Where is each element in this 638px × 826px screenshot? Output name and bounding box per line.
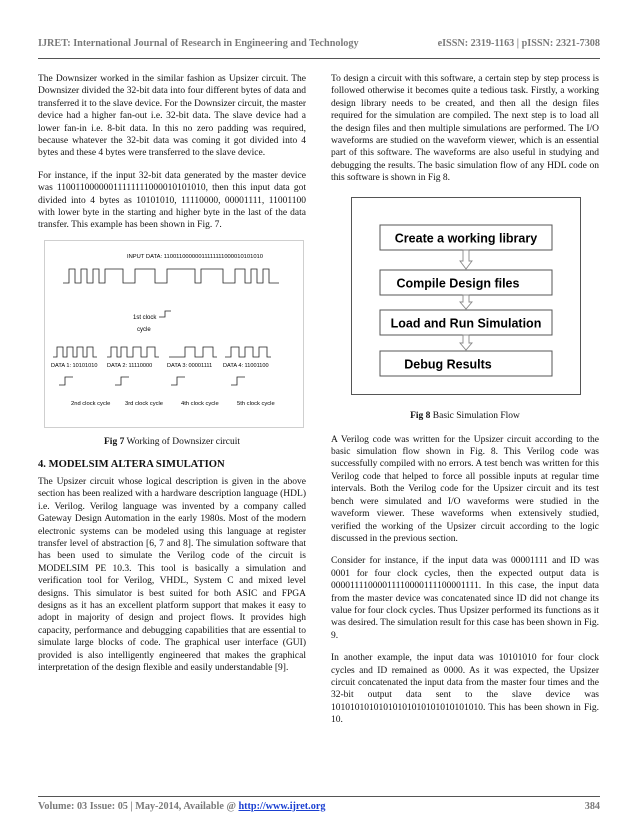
fig8-flow-diagram xyxy=(351,197,581,395)
fig8-caption-text: Basic Simulation Flow xyxy=(430,410,520,421)
footer-volume-text: Volume: 03 Issue: 05 | May-2014, Available @ xyxy=(38,801,239,812)
footer-volume xyxy=(38,801,325,812)
journal-link[interactable]: http://www.ijret.org xyxy=(238,801,326,812)
page-number: 384 xyxy=(584,801,600,812)
modelsim-paragraph: The Upsizer circuit whose logical description is given in the above section has been realized with a hardware description language (HDL) i.e. Verilog. Verilog language was invented by a company called Gateway Design Automation in the early 1980s. Most of the modern electronic systems can be modeled using this language at register transfer level of abstraction [6, 7 and 8]. The simulation software that has been used to simulate the Verilog code of the circuit is MODELSIM PE 10.3. This tool is basically a simulation and verification tool for Verilog, VHDL, System C and mixed level designs. This simulator is best suited for both ASIC and FPGA designs as it has an excellent platform support that makes it easy to adopt in majority of design and project flows. It provides high capacity, performance and debugging capabilities that are essential to simulate large blocks of code. The graphical user interface (GUI) provided is also intelligently engineered that makes the graphical interpretation of the design flexible and easily understandable [9]. xyxy=(38,476,306,673)
flow-step-1-label: Create a working library xyxy=(394,231,538,246)
design-process-paragraph: To design a circuit with this software, a certain step by step process is followed otherwise it becomes quite a tedious task. Firstly, a working design library needs to be created, and then all the design files required for the simulation are compiled. The next step is to load all the design files and then multiple simulations are performed. The I/O waveforms are studied on the waveform viewer, which is an essential part of this software. The waveforms are also useful in studying and debugging the results. The basic simulation flow of any HDL code on this software is shown in Fig 8. xyxy=(331,74,599,184)
issn: eISSN: 2319-1163 | pISSN: 2321-7308 xyxy=(437,38,600,49)
fig7-data3-waveform xyxy=(169,347,217,357)
section-heading: 4. MODELSIM ALTERA SIMULATION xyxy=(38,458,225,470)
fig8-caption-label: Fig 8 xyxy=(410,410,431,421)
fig7-clk2-label: 2nd clock cycle xyxy=(71,400,111,407)
example1-paragraph: Consider for instance, if the input data was 00001111 and ID was 0001 for four clock cycles, then the expected output data is 00001111000011110000111100001111. In this case, the input data from the master device was concatenated since ID did not change its value for four clock cycles. Thus Upsizer performed its functions as it was desired. The simulation result for this case has been shown in Fig. 9. xyxy=(331,556,599,641)
flow-arrow-2 xyxy=(460,295,472,309)
flow-step-2-label: Compile Design files xyxy=(396,276,520,291)
flow-arrow-1 xyxy=(460,250,472,269)
verilog-paragraph: A Verilog code was written for the Upsizer circuit according to the basic simulation flow shown in Fig. 8. This Verilog code was successfully compiled with no errors. A test bench was written for this Verilog code that helped to force all possible inputs at regular time intervals. Both the Verilog code for the Upsizer circuit and its test bench were simulated and I/O waveforms were studied in the waveform viewer. These waveforms when extensively studied, verified the working of the Upsizer circuit according to the logic discussed in the previous section. xyxy=(331,434,599,544)
fig7-clk4-step xyxy=(171,377,185,385)
fig7-data1-label: DATA 1: 10101010 xyxy=(51,362,98,369)
fig7-first-clock-step xyxy=(159,311,171,317)
fig7-clk4-label: 4th clock cycle xyxy=(181,400,219,407)
fig7-clk3-step xyxy=(115,377,129,385)
page-header xyxy=(38,38,600,49)
fig7-caption xyxy=(38,436,306,448)
fig7-data3-label: DATA 3: 00001111 xyxy=(167,362,213,369)
left-column xyxy=(38,73,306,674)
example2-paragraph: In another example, the input data was 10101010 for four clock cycles and ID remained as 0000. As it was expected, the Upsizer circuit concatenated the input data from the master four times and the 32-bit output data sent to the slave device was 10101010101010101010101010101010. This has been shown in Fig. 10. xyxy=(331,653,599,726)
fig7-data1-waveform xyxy=(53,347,97,357)
fig8-svg xyxy=(352,198,580,394)
flow-arrow-3 xyxy=(460,335,472,350)
header-divider xyxy=(38,58,600,59)
fig7-clk5-label: 5th clock cycle xyxy=(237,400,275,407)
fig7-clk5-step xyxy=(231,377,245,385)
page-footer xyxy=(38,801,600,812)
fig8-caption xyxy=(331,410,599,422)
fig7-caption-label: Fig 7 xyxy=(104,436,125,447)
right-column xyxy=(331,73,599,727)
fig7-data4-label: DATA 4: 11001100 xyxy=(223,362,269,369)
fig7-first-clock-label: 1st clock xyxy=(133,314,157,321)
fig7-data4-waveform xyxy=(225,347,271,357)
fig7-input-label: INPUT DATA: 11001100000011111111000010101010 xyxy=(127,253,264,260)
fig7-cycle-label: cycle xyxy=(137,326,151,333)
footer-divider xyxy=(38,796,600,797)
fig7-caption-text: Working of Downsizer circuit xyxy=(124,436,240,447)
flow-step-4-label: Debug Results xyxy=(404,357,492,372)
fig7-waveform-figure xyxy=(44,240,304,428)
fig7-data2-label: DATA 2: 11110000 xyxy=(107,362,153,369)
fig7-svg xyxy=(45,241,303,427)
downsizer-paragraph: The Downsizer worked in the similar fashion as Upsizer circuit. The Downsizer divided the 32-bit data into four different bytes of data and transferred it to the slave device. For the Downsizer circuit, the master device had a higher fan-out i.e. 32-bit data. The slave device had a lower fan-in i.e. 8-bit data. In this no zero padding was required, because whatever the 32-bit data was coming it got divided into 4 bytes and these 4 bytes were transferred to the slave device. xyxy=(38,74,306,159)
fig7-clk2-step xyxy=(59,377,73,385)
flow-step-3-label: Load and Run Simulation xyxy=(390,316,542,331)
example-paragraph: For instance, if the input 32-bit data generated by the master device was 11001100000011111111000010101010, then this input data got divided into 4 bytes as 10101010, 11110000, 00001111, 11001100 with lower byte in the starting and higher byte in the last of the data transfer. This example has been shown in Fig. 7. xyxy=(38,170,306,231)
fig7-input-waveform xyxy=(63,269,279,283)
fig7-clk3-label: 3rd clock cycle xyxy=(125,400,164,407)
fig7-data2-waveform xyxy=(107,347,159,357)
journal-title: IJRET: International Journal of Research in Engineering and Technology xyxy=(38,38,359,49)
